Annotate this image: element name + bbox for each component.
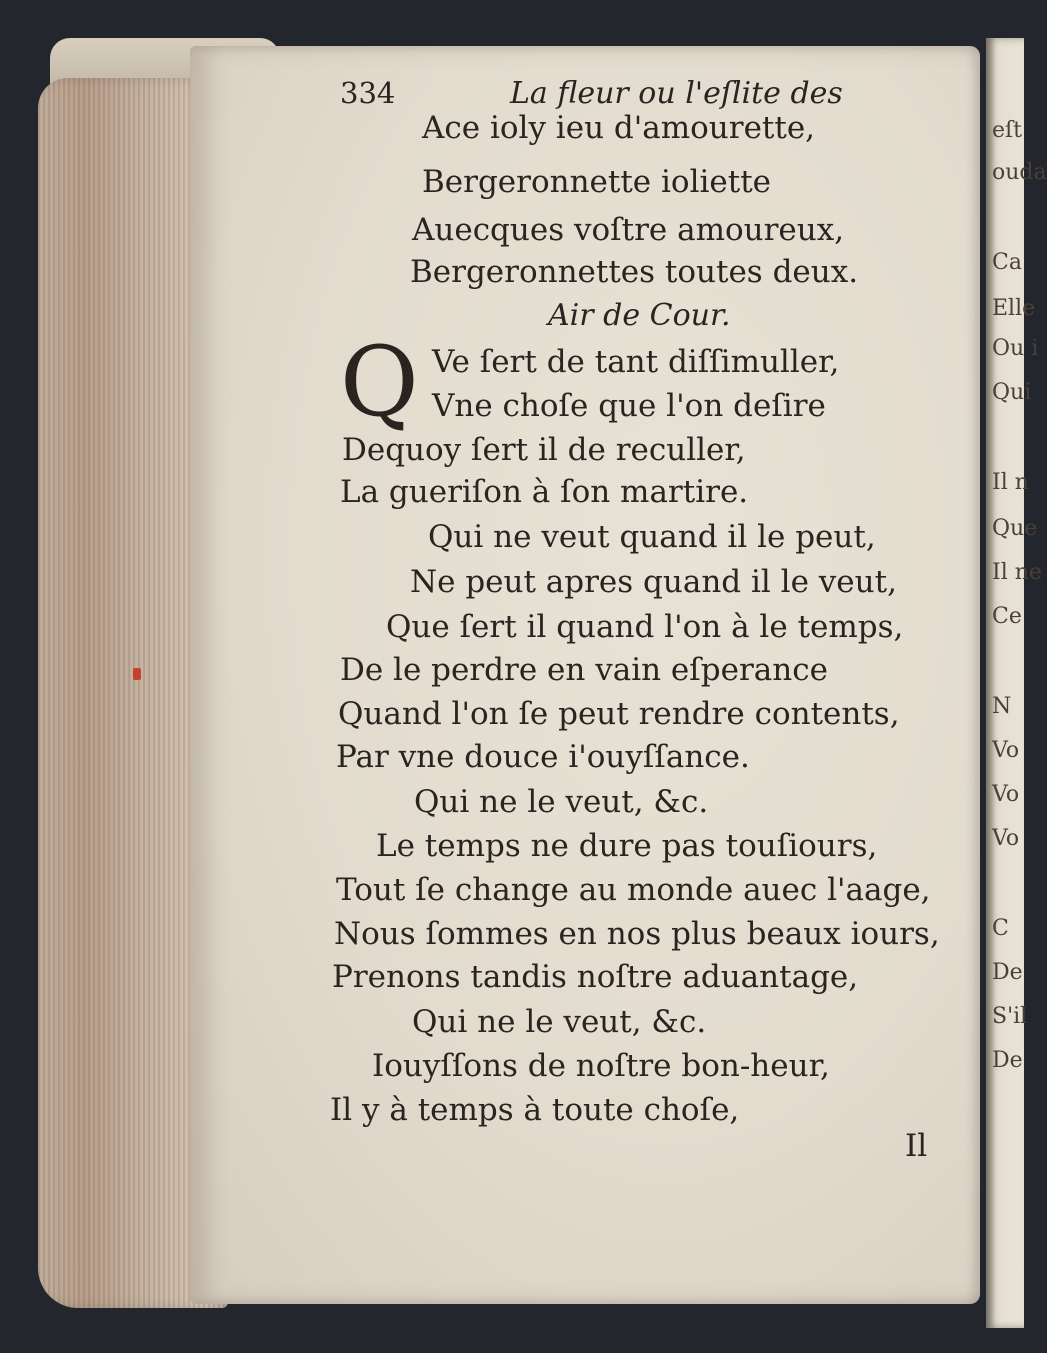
facing-page-edge [986, 38, 1047, 1328]
facing-fragment: Ce [992, 604, 1022, 629]
facing-fragment: Il ne [992, 560, 1042, 585]
verse-line: Par vne douce i'ouyſſance. [336, 739, 750, 775]
facing-fragment: ouda [992, 160, 1047, 185]
verse-line: De le perdre en vain eſperance [340, 652, 828, 688]
drop-cap: Q [340, 326, 419, 438]
verse-line: Quand l'on ſe peut rendre contents, [338, 696, 900, 732]
running-title: La fleur ou l'eſlite des [510, 76, 843, 111]
verse-line: Prenons tandis noſtre aduantage, [332, 959, 859, 995]
verse-line: Iouyſſons de noſtre bon-heur, [372, 1048, 830, 1084]
verse-line: Ace ioly ieu d'amourette, [422, 110, 816, 146]
red-speck [133, 668, 141, 680]
facing-fragment: Il n [992, 470, 1029, 495]
verse-line: Le temps ne dure pas touſiours, [376, 828, 878, 864]
facing-fragment: Qui [992, 380, 1032, 405]
facing-fragment: Que [992, 516, 1038, 541]
facing-fragment: Ou i [992, 336, 1039, 361]
verse-line: Auecques voſtre amoureux, [412, 212, 845, 248]
verse-line: Ve ſert de tant diſſimuller, [432, 344, 840, 380]
catchword: Il [905, 1128, 928, 1164]
verse-line: Tout ſe change au monde auec l'aage, [336, 872, 931, 908]
verse-line: Qui ne veut quand il le peut, [428, 519, 876, 555]
facing-fragment: De [992, 1048, 1023, 1073]
verse-line: La gueriſon à ſon martire. [340, 474, 749, 510]
verse-line: Bergeronnette ioliette [422, 164, 772, 200]
verse-line: Bergeronnettes toutes deux. [410, 254, 859, 290]
verse-line: Ne peut apres quand il le veut, [410, 564, 897, 600]
facing-fragment: De [992, 960, 1023, 985]
facing-fragment: Elle [992, 296, 1036, 321]
verse-line: Que ſert il quand l'on à le temps, [386, 609, 904, 645]
verse-line: Qui ne le veut, &c. [412, 1004, 707, 1040]
facing-fragment: eſt [992, 118, 1023, 143]
page-number: 334 [340, 76, 396, 110]
facing-fragment: N [992, 694, 1012, 719]
facing-fragment: Ca [992, 250, 1022, 275]
verse-line: Il y à temps à toute choſe, [330, 1092, 740, 1128]
facing-fragment: Vo [992, 782, 1020, 807]
verse-line: Qui ne le veut, &c. [414, 784, 709, 820]
facing-fragment: Vo [992, 826, 1020, 851]
verse-line: Vne choſe que l'on deſire [432, 388, 826, 424]
facing-fragment: Vo [992, 738, 1020, 763]
song-title: Air de Cour. [548, 298, 731, 333]
facing-fragment: S'il [992, 1004, 1028, 1029]
facing-fragment: C [992, 916, 1009, 941]
verse-line: Dequoy ſert il de reculler, [342, 432, 746, 468]
verse-line: Nous ſommes en nos plus beaux iours, [334, 916, 940, 952]
